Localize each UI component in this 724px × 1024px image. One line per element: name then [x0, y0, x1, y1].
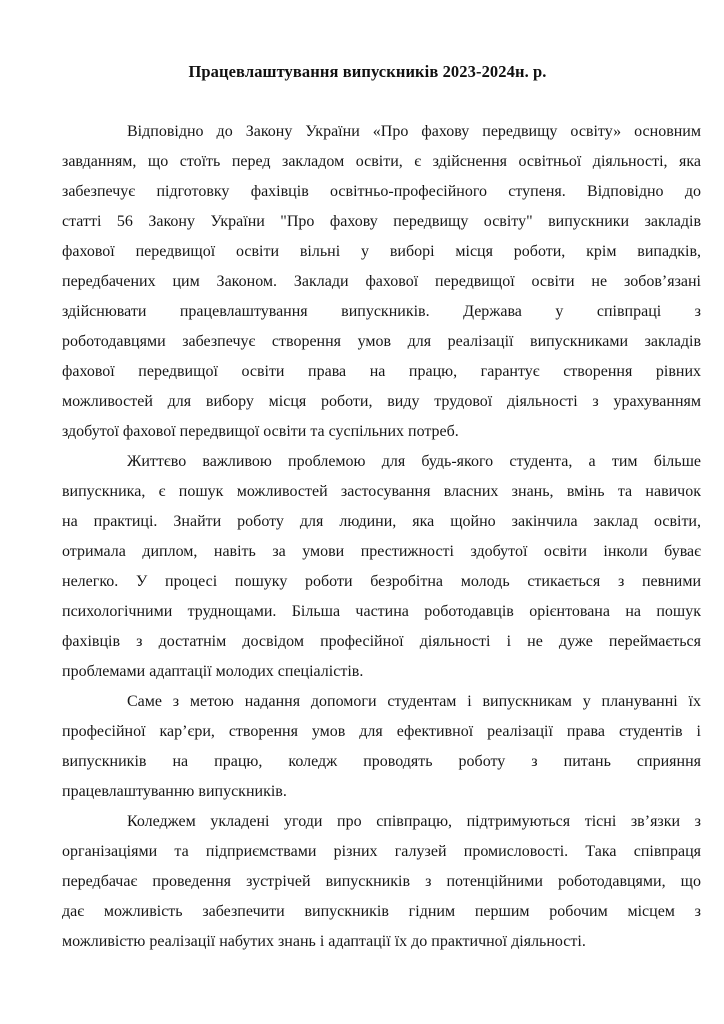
document-body	[62, 117, 701, 957]
text-line: Коледжем укладені угоди про співпрацю, підтримуються тісні зв’язки з	[127, 813, 701, 830]
paragraph	[62, 807, 701, 957]
text-line: статті 56 Закону України "Про фахову передвищу освіту" випускники закладів	[62, 213, 701, 230]
text-line: професійної кар’єри, створення умов для ефективної реалізації права студентів і	[62, 723, 701, 740]
paragraph	[62, 447, 701, 687]
text-line: випускника, є пошук можливостей застосування власних знань, вмінь та навичок	[62, 483, 701, 500]
text-line: можливістю реалізації набутих знань і адаптації їх до практичної діяльності.	[62, 933, 586, 950]
text-line: на практиці. Знайти роботу для людини, яка щойно закінчила заклад освіти,	[62, 513, 701, 530]
text-line: фахової передвищої освіти права на працю, гарантує створення рівних	[62, 363, 701, 380]
text-line: психологічними труднощами. Більша частина роботодавців орієнтована на пошук	[62, 603, 701, 620]
text-line: передбачає проведення зустрічей випускників з потенційними роботодавцями, що	[62, 873, 701, 890]
document-title: Працевлаштування випускників 2023-2024н. р.	[188, 62, 547, 81]
text-line: Відповідно до Закону України «Про фахову передвищу освіту» основним	[127, 123, 701, 140]
text-line: випускників на працю, коледж проводять роботу з питань сприяння	[62, 753, 701, 770]
text-line: здійснювати працевлаштування випускників. Держава у співпраці з	[62, 303, 701, 320]
paragraph	[62, 687, 701, 807]
text-line: нелегко. У процесі пошуку роботи безробітна молодь стикається з певними	[62, 573, 701, 590]
text-line: дає можливість забезпечити випускників гідним першим робочим місцем з	[62, 903, 701, 920]
text-line: передбачених цим Законом. Заклади фахової передвищої освіти не зобов’язані	[62, 273, 701, 290]
text-line: отримала диплом, навіть за умови престижності здобутої освіти інколи буває	[62, 543, 701, 560]
text-line: роботодавцями забезпечує створення умов для реалізації випускниками закладів	[62, 333, 701, 350]
text-line: можливостей для вибору місця роботи, виду трудової діяльності з урахуванням	[62, 393, 701, 410]
text-line: фахової передвищої освіти вільні у виборі місця роботи, крім випадків,	[62, 243, 701, 260]
text-line: організаціями та підприємствами різних галузей промисловості. Така співпраця	[62, 843, 701, 860]
text-line: працевлаштуванню випускників.	[62, 783, 287, 800]
text-line: фахівців з достатнім досвідом професійної діяльності і не дуже переймається	[62, 633, 701, 650]
text-line: Саме з метою надання допомоги студентам і випускникам у плануванні їх	[127, 693, 701, 710]
text-line: здобутої фахової передвищої освіти та суспільних потреб.	[62, 423, 459, 440]
text-line: забезпечує підготовку фахівців освітньо-професійного ступеня. Відповідно до	[62, 183, 701, 200]
text-line: завданням, що стоїть перед закладом освіти, є здійснення освітньої діяльності, яка	[62, 153, 701, 170]
text-line: Життєво важливою проблемою для будь-якого студента, а тим більше	[127, 453, 701, 470]
text-line: проблемами адаптації молодих спеціалістів.	[62, 663, 364, 680]
paragraph	[62, 117, 701, 447]
